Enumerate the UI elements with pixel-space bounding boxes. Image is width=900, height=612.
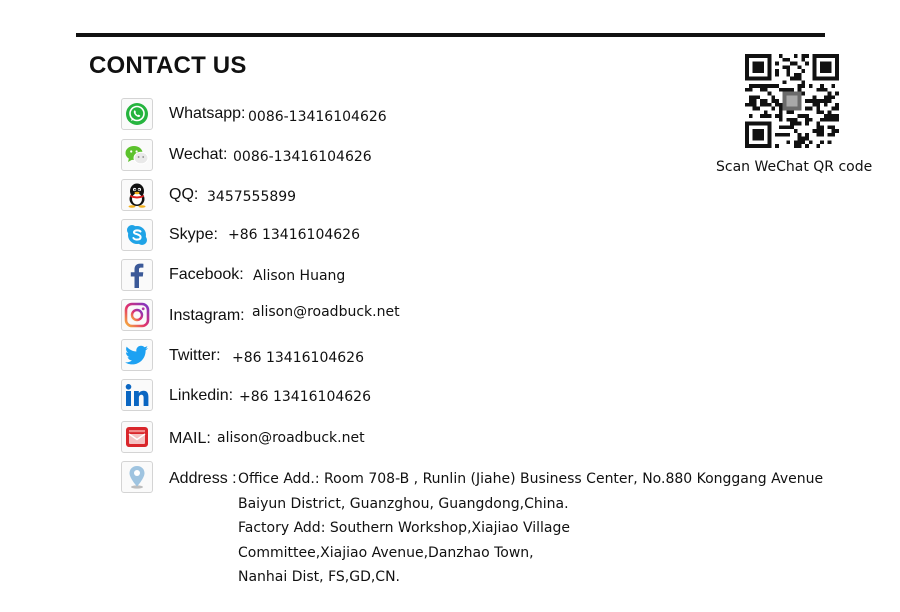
address-line-1: Office Add.: Room 708-B , Runlin (Jiahe) Business Center, No.880 Konggang Avenue <box>238 471 824 487</box>
skype-icon <box>121 219 153 251</box>
qq-number[interactable]: 3457555899 <box>207 189 297 205</box>
mail-email[interactable]: alison@roadbuck.net <box>217 430 365 446</box>
contact-row-mail <box>121 421 821 453</box>
wechat-label: Wechat: <box>169 146 228 163</box>
contact-row-whatsapp <box>121 98 821 130</box>
contact-row-qq <box>121 179 821 211</box>
instagram-label: Instagram: <box>169 307 245 324</box>
address-line-4: Committee,Xiajiao Avenue,Danzhao Town, <box>238 545 534 561</box>
qr-caption: Scan WeChat QR code <box>716 159 873 175</box>
location-pin-icon <box>121 461 153 493</box>
qq-penguin-icon <box>121 179 153 211</box>
whatsapp-label: Whatsapp: <box>169 105 246 122</box>
wechat-number[interactable]: 0086-13416104626 <box>233 149 372 165</box>
skype-number[interactable]: +86 13416104626 <box>228 227 360 243</box>
mail-icon <box>121 421 153 453</box>
linkedin-label: Linkedin: <box>169 387 234 404</box>
whatsapp-icon <box>121 98 153 130</box>
linkedin-number[interactable]: +86 13416104626 <box>239 389 371 405</box>
twitter-label: Twitter: <box>169 347 221 364</box>
facebook-label: Facebook: <box>169 266 244 283</box>
mail-label: MAIL: <box>169 430 211 447</box>
top-divider <box>76 33 825 37</box>
linkedin-icon <box>121 379 153 411</box>
whatsapp-number[interactable]: 0086-13416104626 <box>248 109 387 125</box>
address-label: Address : <box>169 470 237 487</box>
page-title: CONTACT US <box>89 52 247 79</box>
contact-row-skype <box>121 219 821 251</box>
twitter-number[interactable]: +86 13416104626 <box>232 350 364 366</box>
address-line-5: Nanhai Dist, FS,GD,CN. <box>238 569 400 585</box>
wechat-icon <box>121 139 153 171</box>
facebook-icon <box>121 259 153 291</box>
instagram-email[interactable]: alison@roadbuck.net <box>252 304 400 320</box>
contact-row-twitter <box>121 339 821 371</box>
facebook-name[interactable]: Alison Huang <box>253 268 346 284</box>
contact-row-linkedin <box>121 379 821 411</box>
skype-label: Skype: <box>169 226 218 243</box>
instagram-icon <box>121 299 153 331</box>
address-line-2: Baiyun District, Guanzghou, Guangdong,China. <box>238 496 569 512</box>
wechat-qr-code <box>745 54 839 148</box>
twitter-icon <box>121 339 153 371</box>
contact-row-instagram <box>121 299 821 331</box>
qq-label: QQ: <box>169 186 199 203</box>
contact-row-facebook <box>121 259 821 291</box>
address-line-3: Factory Add: Southern Workshop,Xiajiao Village <box>238 520 570 536</box>
